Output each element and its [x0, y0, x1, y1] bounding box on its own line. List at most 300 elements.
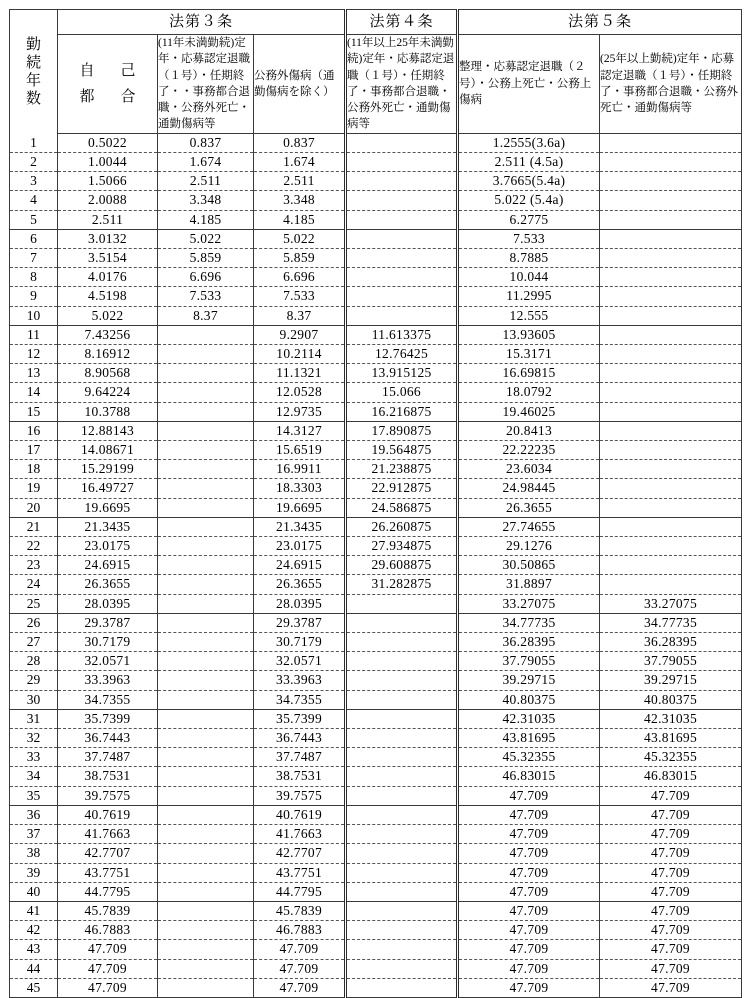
cell-a4-11to25: 17.890875 — [346, 421, 458, 440]
cell-years: 12 — [10, 345, 58, 364]
cell-a3-under11 — [158, 748, 254, 767]
cell-a5-over25: 47.709 — [600, 901, 742, 920]
cell-a4-11to25 — [346, 959, 458, 978]
cell-a3-under11 — [158, 805, 254, 824]
cell-self-convenience: 21.3435 — [58, 517, 158, 536]
header-years-char-0: 勤 — [25, 36, 41, 53]
cell-a3-nonduty-injury: 37.7487 — [254, 748, 346, 767]
cell-years: 22 — [10, 537, 58, 556]
cell-a4-11to25 — [346, 229, 458, 248]
cell-a5-redundancy: 47.709 — [458, 882, 600, 901]
cell-self-convenience: 9.64224 — [58, 383, 158, 402]
cell-a5-redundancy: 12.555 — [458, 306, 600, 325]
cell-a5-over25 — [600, 249, 742, 268]
cell-a3-under11: 2.511 — [158, 172, 254, 191]
cell-a4-11to25 — [346, 633, 458, 652]
cell-a5-over25 — [600, 133, 742, 152]
cell-a5-over25: 47.709 — [600, 978, 742, 997]
table-row — [10, 844, 742, 863]
cell-a5-redundancy: 47.709 — [458, 901, 600, 920]
cell-a5-redundancy: 47.709 — [458, 825, 600, 844]
cell-a4-11to25: 22.912875 — [346, 479, 458, 498]
cell-a3-under11 — [158, 863, 254, 882]
cell-a3-nonduty-injury: 10.2114 — [254, 345, 346, 364]
cell-years: 13 — [10, 364, 58, 383]
cell-a3-under11 — [158, 325, 254, 344]
cell-a5-redundancy: 13.93605 — [458, 325, 600, 344]
cell-a3-under11 — [158, 844, 254, 863]
cell-self-convenience: 46.7883 — [58, 921, 158, 940]
cell-a4-11to25 — [346, 210, 458, 229]
table-row — [10, 268, 742, 287]
table-row — [10, 172, 742, 191]
cell-a5-over25 — [600, 383, 742, 402]
cell-a4-11to25 — [346, 133, 458, 152]
cell-a5-redundancy: 19.46025 — [458, 402, 600, 421]
cell-a4-11to25: 29.608875 — [346, 556, 458, 575]
table-row — [10, 383, 742, 402]
cell-years: 4 — [10, 191, 58, 210]
cell-self-convenience: 3.0132 — [58, 229, 158, 248]
cell-a5-over25: 42.31035 — [600, 709, 742, 728]
cell-a5-over25: 43.81695 — [600, 729, 742, 748]
table-row — [10, 191, 742, 210]
table-row — [10, 249, 742, 268]
table-row — [10, 229, 742, 248]
header-self-char-1: 己 — [120, 62, 136, 79]
header-a5-over25: (25年以上勤続)定年・応募認定退職（１号）・任期終了・事務都合退職・公務外死亡・通勤傷病等 — [600, 35, 742, 134]
cell-a3-under11 — [158, 556, 254, 575]
cell-a5-over25: 45.32355 — [600, 748, 742, 767]
table-row — [10, 786, 742, 805]
cell-a3-under11 — [158, 882, 254, 901]
table-row — [10, 652, 742, 671]
cell-years: 17 — [10, 441, 58, 460]
cell-a3-under11 — [158, 767, 254, 786]
group-header-article3: 法第３条 — [58, 10, 346, 35]
header-years-char-1: 続 — [25, 54, 41, 71]
cell-a3-nonduty-injury: 40.7619 — [254, 805, 346, 824]
cell-a5-over25: 47.709 — [600, 825, 742, 844]
cell-a5-over25 — [600, 306, 742, 325]
cell-a3-nonduty-injury: 45.7839 — [254, 901, 346, 920]
cell-a3-nonduty-injury: 44.7795 — [254, 882, 346, 901]
cell-years: 7 — [10, 249, 58, 268]
cell-a3-nonduty-injury: 33.3963 — [254, 671, 346, 690]
table-row — [10, 921, 742, 940]
cell-a3-under11: 4.185 — [158, 210, 254, 229]
cell-a3-nonduty-injury: 34.7355 — [254, 690, 346, 709]
cell-a4-11to25 — [346, 748, 458, 767]
cell-a5-over25 — [600, 325, 742, 344]
cell-a3-under11: 6.696 — [158, 268, 254, 287]
cell-a3-under11 — [158, 402, 254, 421]
cell-self-convenience: 36.7443 — [58, 729, 158, 748]
cell-a5-over25 — [600, 517, 742, 536]
table-row — [10, 709, 742, 728]
cell-a3-under11 — [158, 575, 254, 594]
cell-years: 35 — [10, 786, 58, 805]
cell-self-convenience: 8.90568 — [58, 364, 158, 383]
cell-a3-nonduty-injury: 4.185 — [254, 210, 346, 229]
cell-a5-redundancy: 3.7665(5.4a) — [458, 172, 600, 191]
cell-a4-11to25: 13.915125 — [346, 364, 458, 383]
cell-a4-11to25: 26.260875 — [346, 517, 458, 536]
group-header-article4: 法第４条 — [346, 10, 458, 35]
cell-a5-redundancy: 45.32355 — [458, 748, 600, 767]
cell-a3-nonduty-injury: 36.7443 — [254, 729, 346, 748]
cell-self-convenience: 23.0175 — [58, 537, 158, 556]
cell-a3-nonduty-injury: 29.3787 — [254, 613, 346, 632]
table-row — [10, 805, 742, 824]
cell-a5-over25: 39.29715 — [600, 671, 742, 690]
cell-a5-over25 — [600, 287, 742, 306]
cell-a3-nonduty-injury: 15.6519 — [254, 441, 346, 460]
cell-years: 42 — [10, 921, 58, 940]
cell-years: 39 — [10, 863, 58, 882]
cell-a3-under11 — [158, 690, 254, 709]
cell-years: 11 — [10, 325, 58, 344]
table-row — [10, 460, 742, 479]
cell-self-convenience: 1.5066 — [58, 172, 158, 191]
cell-a3-under11: 1.674 — [158, 152, 254, 171]
cell-a5-over25: 33.27075 — [600, 594, 742, 613]
cell-a3-under11: 7.533 — [158, 287, 254, 306]
table-row — [10, 325, 742, 344]
cell-self-convenience: 38.7531 — [58, 767, 158, 786]
cell-a5-over25 — [600, 364, 742, 383]
table-row — [10, 537, 742, 556]
cell-a3-under11 — [158, 517, 254, 536]
cell-a5-over25: 47.709 — [600, 921, 742, 940]
table-header — [10, 10, 742, 134]
cell-a3-under11 — [158, 959, 254, 978]
cell-a3-nonduty-injury: 46.7883 — [254, 921, 346, 940]
cell-a4-11to25 — [346, 805, 458, 824]
cell-a3-nonduty-injury: 41.7663 — [254, 825, 346, 844]
header-years-column — [10, 10, 58, 134]
cell-a3-under11: 8.37 — [158, 306, 254, 325]
cell-self-convenience: 14.08671 — [58, 441, 158, 460]
cell-self-convenience: 2.511 — [58, 210, 158, 229]
cell-a5-redundancy: 46.83015 — [458, 767, 600, 786]
cell-years: 24 — [10, 575, 58, 594]
cell-self-convenience: 37.7487 — [58, 748, 158, 767]
cell-a3-under11 — [158, 671, 254, 690]
cell-a4-11to25 — [346, 671, 458, 690]
cell-a5-over25: 37.79055 — [600, 652, 742, 671]
table-row — [10, 575, 742, 594]
cell-years: 6 — [10, 229, 58, 248]
cell-a5-over25 — [600, 345, 742, 364]
cell-self-convenience: 43.7751 — [58, 863, 158, 882]
cell-a5-over25: 46.83015 — [600, 767, 742, 786]
cell-years: 14 — [10, 383, 58, 402]
header-self-char-3: 合 — [120, 88, 136, 105]
cell-a5-over25 — [600, 575, 742, 594]
cell-self-convenience: 29.3787 — [58, 613, 158, 632]
cell-a5-over25: 36.28395 — [600, 633, 742, 652]
cell-a3-nonduty-injury: 39.7575 — [254, 786, 346, 805]
cell-self-convenience: 41.7663 — [58, 825, 158, 844]
cell-a5-redundancy: 47.709 — [458, 940, 600, 959]
header-a4-11to25: (11年以上25年未満勤続)定年・応募認定退職（１号）・任期終了・事務都合退職・公務外死亡・通勤傷病等 — [346, 35, 458, 134]
table-row — [10, 441, 742, 460]
table-row — [10, 940, 742, 959]
table-row — [10, 152, 742, 171]
cell-self-convenience: 39.7575 — [58, 786, 158, 805]
cell-a4-11to25 — [346, 767, 458, 786]
cell-a5-over25: 47.709 — [600, 844, 742, 863]
cell-years: 26 — [10, 613, 58, 632]
cell-a5-redundancy: 6.2775 — [458, 210, 600, 229]
cell-a3-under11 — [158, 460, 254, 479]
cell-a4-11to25 — [346, 844, 458, 863]
cell-a3-nonduty-injury: 2.511 — [254, 172, 346, 191]
cell-a3-nonduty-injury: 6.696 — [254, 268, 346, 287]
cell-a5-over25: 47.709 — [600, 940, 742, 959]
table-row — [10, 364, 742, 383]
cell-a3-nonduty-injury: 32.0571 — [254, 652, 346, 671]
cell-a5-redundancy: 22.22235 — [458, 441, 600, 460]
cell-a3-nonduty-injury: 9.2907 — [254, 325, 346, 344]
cell-a4-11to25 — [346, 901, 458, 920]
cell-self-convenience: 2.0088 — [58, 191, 158, 210]
cell-self-convenience: 3.5154 — [58, 249, 158, 268]
cell-a4-11to25 — [346, 172, 458, 191]
cell-years: 18 — [10, 460, 58, 479]
cell-a3-under11 — [158, 729, 254, 748]
cell-a3-nonduty-injury: 28.0395 — [254, 594, 346, 613]
cell-a4-11to25 — [346, 594, 458, 613]
cell-a4-11to25 — [346, 287, 458, 306]
cell-a3-nonduty-injury: 5.859 — [254, 249, 346, 268]
cell-a3-nonduty-injury: 18.3303 — [254, 479, 346, 498]
cell-a5-over25 — [600, 498, 742, 517]
cell-a4-11to25 — [346, 191, 458, 210]
cell-a3-nonduty-injury: 19.6695 — [254, 498, 346, 517]
cell-self-convenience: 24.6915 — [58, 556, 158, 575]
cell-a4-11to25 — [346, 940, 458, 959]
cell-a5-over25: 47.709 — [600, 882, 742, 901]
cell-a5-redundancy: 16.69815 — [458, 364, 600, 383]
cell-self-convenience: 15.29199 — [58, 460, 158, 479]
cell-a3-nonduty-injury: 23.0175 — [254, 537, 346, 556]
cell-a5-redundancy: 20.8413 — [458, 421, 600, 440]
table-row — [10, 133, 742, 152]
header-a5-redundancy: 整理・応募認定退職（２号）・公務上死亡・公務上傷病 — [458, 35, 600, 134]
header-a3-under11: (11年未満勤続)定年・応募認定退職（１号）・任期終了・・事務都合退職・公務外死亡・通勤傷病等 — [158, 35, 254, 134]
cell-years: 29 — [10, 671, 58, 690]
cell-a3-under11: 0.837 — [158, 133, 254, 152]
cell-a4-11to25 — [346, 978, 458, 997]
cell-a5-over25 — [600, 441, 742, 460]
cell-a3-under11 — [158, 709, 254, 728]
cell-a5-over25 — [600, 191, 742, 210]
cell-years: 16 — [10, 421, 58, 440]
cell-years: 40 — [10, 882, 58, 901]
cell-years: 41 — [10, 901, 58, 920]
cell-a4-11to25 — [346, 690, 458, 709]
cell-a4-11to25: 12.76425 — [346, 345, 458, 364]
cell-self-convenience: 19.6695 — [58, 498, 158, 517]
cell-a5-over25 — [600, 556, 742, 575]
cell-a4-11to25: 21.238875 — [346, 460, 458, 479]
table-row — [10, 767, 742, 786]
header-self-convenience — [58, 35, 158, 134]
cell-self-convenience: 0.5022 — [58, 133, 158, 152]
cell-years: 45 — [10, 978, 58, 997]
cell-a5-redundancy: 34.77735 — [458, 613, 600, 632]
cell-a3-nonduty-injury: 26.3655 — [254, 575, 346, 594]
cell-self-convenience: 34.7355 — [58, 690, 158, 709]
column-header-row — [10, 35, 742, 134]
cell-a4-11to25: 11.613375 — [346, 325, 458, 344]
cell-a5-redundancy: 11.2995 — [458, 287, 600, 306]
cell-a3-nonduty-injury: 0.837 — [254, 133, 346, 152]
cell-a5-over25: 40.80375 — [600, 690, 742, 709]
cell-self-convenience: 10.3788 — [58, 402, 158, 421]
cell-a4-11to25 — [346, 249, 458, 268]
cell-a3-under11 — [158, 786, 254, 805]
cell-years: 5 — [10, 210, 58, 229]
cell-a3-nonduty-injury: 47.709 — [254, 978, 346, 997]
cell-years: 43 — [10, 940, 58, 959]
cell-self-convenience: 5.022 — [58, 306, 158, 325]
cell-years: 21 — [10, 517, 58, 536]
cell-self-convenience: 40.7619 — [58, 805, 158, 824]
cell-years: 1 — [10, 133, 58, 152]
cell-a3-under11 — [158, 594, 254, 613]
cell-a4-11to25 — [346, 652, 458, 671]
cell-a3-under11 — [158, 940, 254, 959]
cell-a5-redundancy: 47.709 — [458, 921, 600, 940]
cell-self-convenience: 26.3655 — [58, 575, 158, 594]
cell-a3-under11 — [158, 498, 254, 517]
cell-a5-over25 — [600, 172, 742, 191]
cell-years: 19 — [10, 479, 58, 498]
cell-a3-under11 — [158, 441, 254, 460]
cell-a3-under11 — [158, 901, 254, 920]
cell-years: 34 — [10, 767, 58, 786]
cell-self-convenience: 1.0044 — [58, 152, 158, 171]
table-row — [10, 633, 742, 652]
cell-a3-nonduty-injury: 1.674 — [254, 152, 346, 171]
cell-self-convenience: 35.7399 — [58, 709, 158, 728]
cell-a5-over25: 47.709 — [600, 805, 742, 824]
cell-a5-redundancy: 40.80375 — [458, 690, 600, 709]
cell-years: 32 — [10, 729, 58, 748]
table-row — [10, 556, 742, 575]
cell-a3-nonduty-injury: 11.1321 — [254, 364, 346, 383]
cell-a5-redundancy: 26.3655 — [458, 498, 600, 517]
table-row — [10, 306, 742, 325]
cell-a5-redundancy: 30.50865 — [458, 556, 600, 575]
cell-a4-11to25 — [346, 825, 458, 844]
cell-a5-over25 — [600, 479, 742, 498]
cell-a3-under11 — [158, 537, 254, 556]
cell-a5-redundancy: 27.74655 — [458, 517, 600, 536]
cell-a5-redundancy: 43.81695 — [458, 729, 600, 748]
cell-a3-under11: 5.859 — [158, 249, 254, 268]
cell-years: 15 — [10, 402, 58, 421]
cell-a5-redundancy: 18.0792 — [458, 383, 600, 402]
cell-years: 10 — [10, 306, 58, 325]
cell-self-convenience: 12.88143 — [58, 421, 158, 440]
table-row — [10, 863, 742, 882]
cell-years: 20 — [10, 498, 58, 517]
table-row — [10, 978, 742, 997]
cell-a3-nonduty-injury: 21.3435 — [254, 517, 346, 536]
cell-a3-nonduty-injury: 24.6915 — [254, 556, 346, 575]
cell-a4-11to25: 24.586875 — [346, 498, 458, 517]
cell-a5-redundancy: 47.709 — [458, 805, 600, 824]
cell-a5-over25: 47.709 — [600, 959, 742, 978]
cell-a3-under11 — [158, 479, 254, 498]
cell-a5-over25 — [600, 268, 742, 287]
cell-a4-11to25 — [346, 152, 458, 171]
cell-years: 25 — [10, 594, 58, 613]
cell-a3-nonduty-injury: 42.7707 — [254, 844, 346, 863]
cell-a3-nonduty-injury: 35.7399 — [254, 709, 346, 728]
cell-self-convenience: 4.5198 — [58, 287, 158, 306]
cell-a3-nonduty-injury: 7.533 — [254, 287, 346, 306]
cell-a4-11to25: 19.564875 — [346, 441, 458, 460]
table-row — [10, 402, 742, 421]
cell-self-convenience: 4.0176 — [58, 268, 158, 287]
table-row — [10, 882, 742, 901]
table-row — [10, 498, 742, 517]
cell-a3-under11 — [158, 364, 254, 383]
cell-a5-redundancy: 33.27075 — [458, 594, 600, 613]
group-header-article5: 法第５条 — [458, 10, 742, 35]
cell-a5-redundancy: 47.709 — [458, 844, 600, 863]
table-row — [10, 613, 742, 632]
cell-a4-11to25 — [346, 921, 458, 940]
cell-a4-11to25: 15.066 — [346, 383, 458, 402]
cell-years: 44 — [10, 959, 58, 978]
table-body — [10, 133, 742, 997]
cell-a3-nonduty-injury: 8.37 — [254, 306, 346, 325]
cell-a5-redundancy: 31.8897 — [458, 575, 600, 594]
cell-a5-redundancy: 24.98445 — [458, 479, 600, 498]
cell-a3-under11 — [158, 825, 254, 844]
cell-years: 30 — [10, 690, 58, 709]
table-row — [10, 729, 742, 748]
cell-a5-over25 — [600, 210, 742, 229]
cell-a5-redundancy: 15.3171 — [458, 345, 600, 364]
cell-a3-nonduty-injury: 47.709 — [254, 959, 346, 978]
header-years-char-3: 数 — [25, 90, 41, 107]
cell-a3-under11: 5.022 — [158, 229, 254, 248]
cell-a3-under11 — [158, 921, 254, 940]
cell-a5-redundancy: 23.6034 — [458, 460, 600, 479]
cell-self-convenience: 47.709 — [58, 959, 158, 978]
cell-years: 9 — [10, 287, 58, 306]
cell-self-convenience: 47.709 — [58, 978, 158, 997]
table-row — [10, 671, 742, 690]
cell-self-convenience: 42.7707 — [58, 844, 158, 863]
cell-a5-redundancy: 29.1276 — [458, 537, 600, 556]
header-self-char-2: 都 — [79, 88, 95, 105]
table-row — [10, 690, 742, 709]
group-header-row — [10, 10, 742, 35]
cell-a5-redundancy: 5.022 (5.4a) — [458, 191, 600, 210]
cell-years: 28 — [10, 652, 58, 671]
cell-a5-redundancy: 1.2555(3.6a) — [458, 133, 600, 152]
cell-a3-nonduty-injury: 5.022 — [254, 229, 346, 248]
header-self-line2 — [58, 84, 157, 110]
